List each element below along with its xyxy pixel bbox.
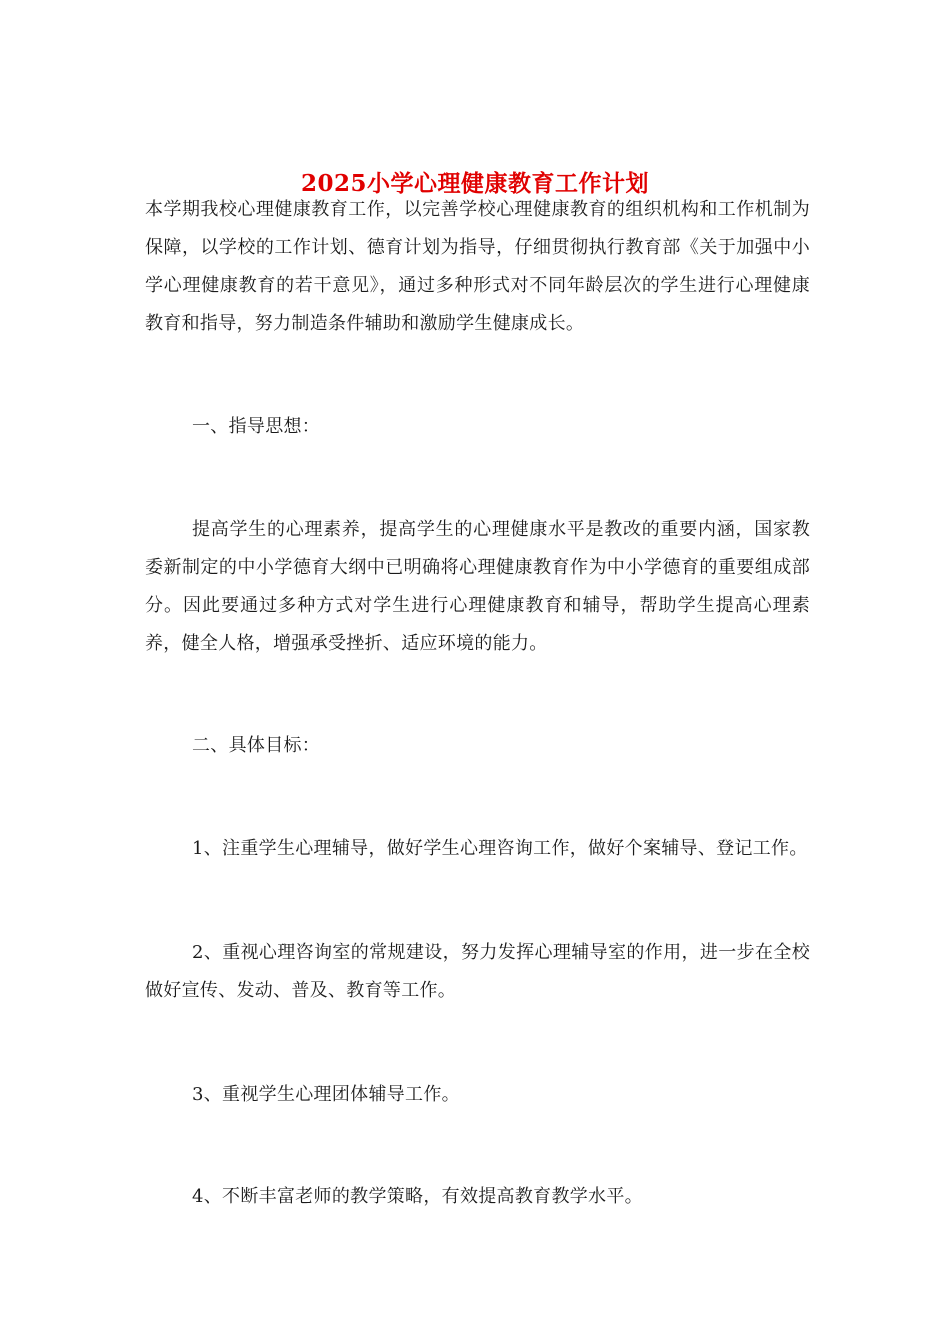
section-heading-guiding-thought: 一、指导思想： [192,416,321,437]
document-title: 2025小学心理健康教育工作计划 [300,170,649,198]
goal-item-2: 2、重视心理咨询室的常规建设，努力发挥心理辅导室的作用，进一步在全校做好宣传、发动、普及、教育等工作。 [145,942,810,1001]
section-body-guiding-thought: 提高学生的心理素养，提高学生的心理健康水平是教改的重要内涵，国家教委新制定的中小学德育大纲中已明确将心理健康教育作为中小学德育的重要组成部分。因此要通过多种方式对学生进行心理健康教育和辅导，帮助学生提高心理素养，健全人格，增强承受挫折、适应环境的能力。 [145,519,810,654]
section-heading-specific-goals: 二、具体目标： [192,735,321,756]
goal-item-3: 3、重视学生心理团体辅导工作。 [192,1084,460,1105]
goal-item-1: 1、注重学生心理辅导，做好学生心理咨询工作，做好个案辅导、登记工作。 [192,838,808,859]
goal-item-4: 4、不断丰富老师的教学策略，有效提高教育教学水平。 [192,1186,643,1207]
intro-paragraph: 本学期我校心理健康教育工作，以完善学校心理健康教育的组织机构和工作机制为保障，以学校的工作计划、德育计划为指导，仔细贯彻执行教育部《关于加强中小学心理健康教育的若干意见》，通过多种形式对不同年龄层次的学生进行心理健康教育和指导，努力制造条件辅助和激励学生健康成长。 [145,199,810,334]
